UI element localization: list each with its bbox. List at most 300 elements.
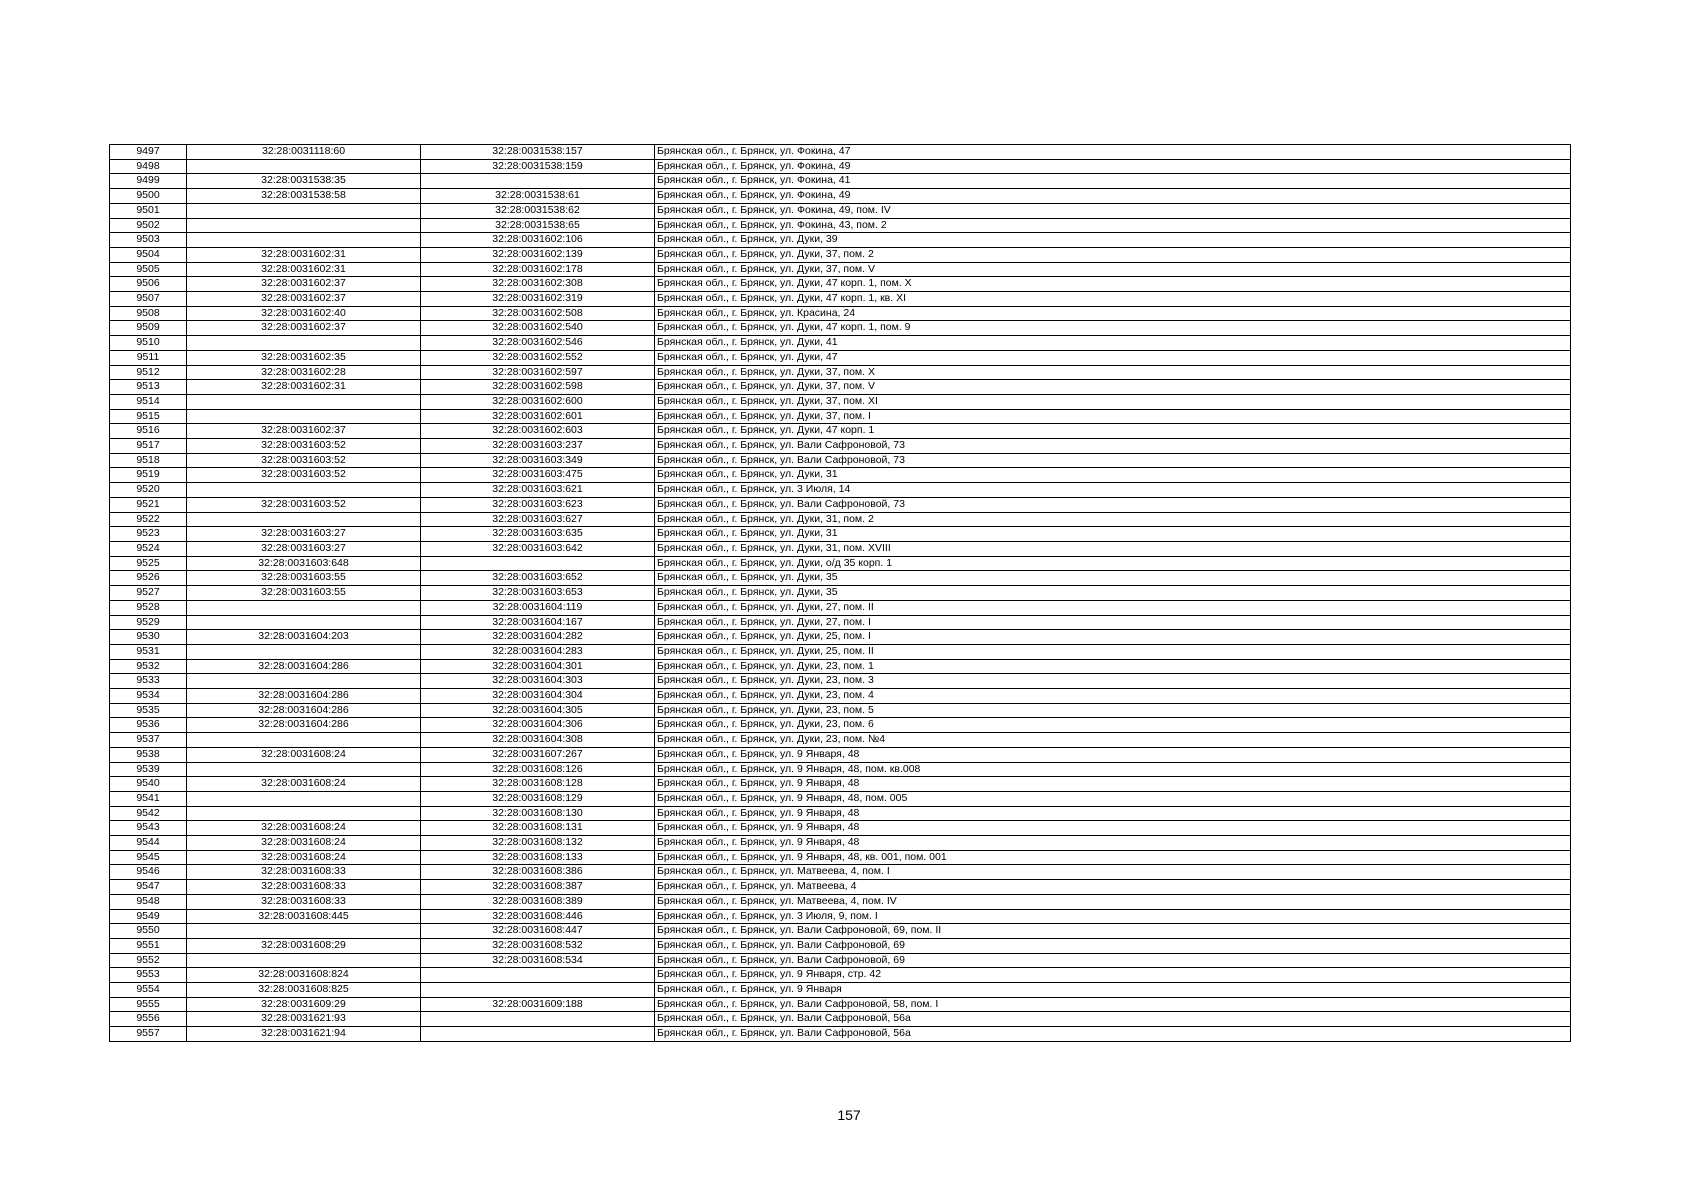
table-row [110, 468, 1571, 483]
table-row [110, 938, 1571, 953]
table-row [110, 983, 1571, 998]
land-cadastral-number-cell: 32:28:0031608:824 [187, 968, 421, 983]
object-cadastral-number-cell: 32:28:0031604:303 [421, 674, 655, 689]
row-number-cell: 9509 [110, 321, 187, 336]
address-cell: Брянская обл., г. Брянск, ул. Вали Сафроновой, 69, пом. II [655, 924, 1571, 939]
table-row [110, 336, 1571, 351]
row-number-cell: 9511 [110, 350, 187, 365]
table-row [110, 571, 1571, 586]
object-cadastral-number-cell: 32:28:0031604:282 [421, 630, 655, 645]
row-number-cell: 9549 [110, 909, 187, 924]
object-cadastral-number-cell: 32:28:0031608:131 [421, 821, 655, 836]
object-cadastral-number-cell: 32:28:0031602:540 [421, 321, 655, 336]
address-cell: Брянская обл., г. Брянск, ул. Вали Сафроновой, 73 [655, 497, 1571, 512]
row-number-cell: 9516 [110, 424, 187, 439]
table-row [110, 586, 1571, 601]
address-cell: Брянская обл., г. Брянск, ул. Дуки, 27, пом. I [655, 615, 1571, 630]
address-cell: Брянская обл., г. Брянск, ул. Дуки, 37, пом. V [655, 380, 1571, 395]
address-cell: Брянская обл., г. Брянск, ул. Дуки, 23, пом. 6 [655, 718, 1571, 733]
row-number-cell: 9545 [110, 850, 187, 865]
land-cadastral-number-cell: 32:28:0031608:33 [187, 865, 421, 880]
table-body [110, 145, 1571, 1042]
row-number-cell: 9517 [110, 439, 187, 454]
land-cadastral-number-cell [187, 159, 421, 174]
address-cell: Брянская обл., г. Брянск, ул. Дуки, 41 [655, 336, 1571, 351]
address-cell: Брянская обл., г. Брянск, ул. Вали Сафроновой, 73 [655, 439, 1571, 454]
object-cadastral-number-cell: 32:28:0031603:652 [421, 571, 655, 586]
row-number-cell: 9513 [110, 380, 187, 395]
address-cell: Брянская обл., г. Брянск, ул. Дуки, 23, пом. 1 [655, 659, 1571, 674]
table-row [110, 439, 1571, 454]
row-number-cell: 9502 [110, 218, 187, 233]
land-cadastral-number-cell: 32:28:0031603:52 [187, 468, 421, 483]
table-row [110, 306, 1571, 321]
object-cadastral-number-cell: 32:28:0031608:389 [421, 894, 655, 909]
address-cell: Брянская обл., г. Брянск, ул. Дуки, 37, пом. I [655, 409, 1571, 424]
land-cadastral-number-cell: 32:28:0031608:24 [187, 747, 421, 762]
object-cadastral-number-cell [421, 1012, 655, 1027]
land-cadastral-number-cell: 32:28:0031609:29 [187, 997, 421, 1012]
land-cadastral-number-cell: 32:28:0031603:55 [187, 571, 421, 586]
object-cadastral-number-cell [421, 174, 655, 189]
address-cell: Брянская обл., г. Брянск, ул. 9 Января, 48 [655, 836, 1571, 851]
table-row [110, 1012, 1571, 1027]
land-cadastral-number-cell: 32:28:0031602:40 [187, 306, 421, 321]
land-cadastral-number-cell: 32:28:0031604:286 [187, 689, 421, 704]
row-number-cell: 9541 [110, 791, 187, 806]
land-cadastral-number-cell [187, 512, 421, 527]
land-cadastral-number-cell [187, 615, 421, 630]
table-row [110, 762, 1571, 777]
table-row [110, 791, 1571, 806]
row-number-cell: 9530 [110, 630, 187, 645]
address-cell: Брянская обл., г. Брянск, ул. Дуки, 25, пом. II [655, 644, 1571, 659]
object-cadastral-number-cell: 32:28:0031604:301 [421, 659, 655, 674]
address-cell: Брянская обл., г. Брянск, ул. 9 Января [655, 983, 1571, 998]
object-cadastral-number-cell: 32:28:0031603:475 [421, 468, 655, 483]
address-cell: Брянская обл., г. Брянск, ул. 9 Января, 48, кв. 001, пом. 001 [655, 850, 1571, 865]
object-cadastral-number-cell: 32:28:0031602:597 [421, 365, 655, 380]
table-row [110, 836, 1571, 851]
row-number-cell: 9533 [110, 674, 187, 689]
table-row [110, 747, 1571, 762]
row-number-cell: 9529 [110, 615, 187, 630]
row-number-cell: 9501 [110, 203, 187, 218]
address-cell: Брянская обл., г. Брянск, ул. Фокина, 47 [655, 145, 1571, 160]
object-cadastral-number-cell: 32:28:0031603:349 [421, 453, 655, 468]
address-cell: Брянская обл., г. Брянск, ул. Дуки, 37, пом. X [655, 365, 1571, 380]
table-row [110, 953, 1571, 968]
row-number-cell: 9547 [110, 880, 187, 895]
table-row [110, 659, 1571, 674]
row-number-cell: 9531 [110, 644, 187, 659]
table-row [110, 527, 1571, 542]
land-cadastral-number-cell: 32:28:0031602:31 [187, 380, 421, 395]
row-number-cell: 9505 [110, 262, 187, 277]
address-cell: Брянская обл., г. Брянск, ул. Дуки, 23, пом. 4 [655, 689, 1571, 704]
address-cell: Брянская обл., г. Брянск, ул. Дуки, 25, пом. I [655, 630, 1571, 645]
land-cadastral-number-cell: 32:28:0031603:27 [187, 541, 421, 556]
table-row [110, 262, 1571, 277]
row-number-cell: 9552 [110, 953, 187, 968]
address-cell: Брянская обл., г. Брянск, ул. Вали Сафроновой, 58, пом. I [655, 997, 1571, 1012]
object-cadastral-number-cell: 32:28:0031602:308 [421, 277, 655, 292]
row-number-cell: 9510 [110, 336, 187, 351]
address-cell: Брянская обл., г. Брянск, ул. Дуки, 37, пом. XI [655, 394, 1571, 409]
address-cell: Брянская обл., г. Брянск, ул. Красина, 24 [655, 306, 1571, 321]
row-number-cell: 9535 [110, 703, 187, 718]
land-cadastral-number-cell [187, 336, 421, 351]
table-row [110, 997, 1571, 1012]
address-cell: Брянская обл., г. Брянск, ул. 9 Января, 48 [655, 747, 1571, 762]
table-row [110, 174, 1571, 189]
land-cadastral-number-cell [187, 409, 421, 424]
object-cadastral-number-cell: 32:28:0031608:126 [421, 762, 655, 777]
table-row [110, 689, 1571, 704]
row-number-cell: 9543 [110, 821, 187, 836]
object-cadastral-number-cell: 32:28:0031602:603 [421, 424, 655, 439]
row-number-cell: 9553 [110, 968, 187, 983]
row-number-cell: 9540 [110, 777, 187, 792]
land-cadastral-number-cell: 32:28:0031621:93 [187, 1012, 421, 1027]
object-cadastral-number-cell: 32:28:0031538:65 [421, 218, 655, 233]
table-row [110, 365, 1571, 380]
row-number-cell: 9528 [110, 600, 187, 615]
land-cadastral-number-cell: 32:28:0031608:24 [187, 777, 421, 792]
land-cadastral-number-cell: 32:28:0031602:37 [187, 424, 421, 439]
address-cell: Брянская обл., г. Брянск, ул. 3 Июля, 14 [655, 483, 1571, 498]
row-number-cell: 9537 [110, 733, 187, 748]
object-cadastral-number-cell: 32:28:0031603:623 [421, 497, 655, 512]
table-row [110, 806, 1571, 821]
object-cadastral-number-cell: 32:28:0031608:534 [421, 953, 655, 968]
row-number-cell: 9532 [110, 659, 187, 674]
row-number-cell: 9542 [110, 806, 187, 821]
table-row [110, 483, 1571, 498]
row-number-cell: 9522 [110, 512, 187, 527]
object-cadastral-number-cell: 32:28:0031604:283 [421, 644, 655, 659]
land-cadastral-number-cell: 32:28:0031603:52 [187, 439, 421, 454]
row-number-cell: 9518 [110, 453, 187, 468]
address-cell: Брянская обл., г. Брянск, ул. Вали Сафроновой, 69 [655, 953, 1571, 968]
object-cadastral-number-cell: 32:28:0031604:305 [421, 703, 655, 718]
object-cadastral-number-cell: 32:28:0031604:306 [421, 718, 655, 733]
object-cadastral-number-cell: 32:28:0031607:267 [421, 747, 655, 762]
land-cadastral-number-cell [187, 924, 421, 939]
land-cadastral-number-cell: 32:28:0031604:286 [187, 703, 421, 718]
row-number-cell: 9557 [110, 1027, 187, 1042]
table-row [110, 968, 1571, 983]
address-cell: Брянская обл., г. Брянск, ул. Дуки, 37, пом. V [655, 262, 1571, 277]
land-cadastral-number-cell [187, 644, 421, 659]
object-cadastral-number-cell: 32:28:0031609:188 [421, 997, 655, 1012]
address-cell: Брянская обл., г. Брянск, ул. Дуки, 23, пом. 3 [655, 674, 1571, 689]
land-cadastral-number-cell: 32:28:0031118:60 [187, 145, 421, 160]
object-cadastral-number-cell [421, 983, 655, 998]
address-cell: Брянская обл., г. Брянск, ул. Дуки, 31, пом. XVIII [655, 541, 1571, 556]
table-row [110, 630, 1571, 645]
land-cadastral-number-cell [187, 674, 421, 689]
row-number-cell: 9555 [110, 997, 187, 1012]
row-number-cell: 9548 [110, 894, 187, 909]
address-cell: Брянская обл., г. Брянск, ул. Вали Сафроновой, 56а [655, 1012, 1571, 1027]
land-cadastral-number-cell: 32:28:0031602:37 [187, 277, 421, 292]
object-cadastral-number-cell: 32:28:0031602:319 [421, 292, 655, 307]
row-number-cell: 9526 [110, 571, 187, 586]
table-row [110, 541, 1571, 556]
address-cell: Брянская обл., г. Брянск, ул. 9 Января, 48 [655, 806, 1571, 821]
land-cadastral-number-cell [187, 233, 421, 248]
address-cell: Брянская обл., г. Брянск, ул. Дуки, о/д 35 корп. 1 [655, 556, 1571, 571]
address-cell: Брянская обл., г. Брянск, ул. Дуки, 47 [655, 350, 1571, 365]
object-cadastral-number-cell: 32:28:0031603:653 [421, 586, 655, 601]
object-cadastral-number-cell: 32:28:0031603:627 [421, 512, 655, 527]
land-cadastral-number-cell [187, 762, 421, 777]
table-row [110, 850, 1571, 865]
land-cadastral-number-cell: 32:28:0031602:37 [187, 292, 421, 307]
row-number-cell: 9519 [110, 468, 187, 483]
land-cadastral-number-cell: 32:28:0031538:58 [187, 189, 421, 204]
land-cadastral-number-cell: 32:28:0031608:24 [187, 821, 421, 836]
address-cell: Брянская обл., г. Брянск, ул. Фокина, 43, пом. 2 [655, 218, 1571, 233]
address-cell: Брянская обл., г. Брянск, ул. Дуки, 35 [655, 586, 1571, 601]
land-cadastral-number-cell: 32:28:0031602:37 [187, 321, 421, 336]
table-row [110, 350, 1571, 365]
address-cell: Брянская обл., г. Брянск, ул. Вали Сафроновой, 73 [655, 453, 1571, 468]
address-cell: Брянская обл., г. Брянск, ул. Матвеева, 4 [655, 880, 1571, 895]
land-cadastral-number-cell: 32:28:0031538:35 [187, 174, 421, 189]
table-row [110, 497, 1571, 512]
object-cadastral-number-cell: 32:28:0031603:237 [421, 439, 655, 454]
table-row [110, 409, 1571, 424]
land-cadastral-number-cell: 32:28:0031602:28 [187, 365, 421, 380]
object-cadastral-number-cell: 32:28:0031604:308 [421, 733, 655, 748]
address-cell: Брянская обл., г. Брянск, ул. Матвеева, 4, пом. IV [655, 894, 1571, 909]
land-cadastral-number-cell [187, 218, 421, 233]
land-cadastral-number-cell [187, 394, 421, 409]
address-cell: Брянская обл., г. Брянск, ул. 9 Января, стр. 42 [655, 968, 1571, 983]
row-number-cell: 9546 [110, 865, 187, 880]
address-cell: Брянская обл., г. Брянск, ул. Дуки, 37, пом. 2 [655, 247, 1571, 262]
object-cadastral-number-cell: 32:28:0031608:128 [421, 777, 655, 792]
table-row [110, 644, 1571, 659]
object-cadastral-number-cell: 32:28:0031602:601 [421, 409, 655, 424]
table-row [110, 380, 1571, 395]
object-cadastral-number-cell: 32:28:0031608:132 [421, 836, 655, 851]
row-number-cell: 9503 [110, 233, 187, 248]
land-cadastral-number-cell: 32:28:0031602:35 [187, 350, 421, 365]
land-cadastral-number-cell: 32:28:0031604:286 [187, 659, 421, 674]
row-number-cell: 9536 [110, 718, 187, 733]
address-cell: Брянская обл., г. Брянск, ул. Вали Сафроновой, 56а [655, 1027, 1571, 1042]
land-cadastral-number-cell [187, 806, 421, 821]
row-number-cell: 9506 [110, 277, 187, 292]
land-cadastral-number-cell: 32:28:0031602:31 [187, 247, 421, 262]
table-row [110, 145, 1571, 160]
address-cell: Брянская обл., г. Брянск, ул. 9 Января, 48 [655, 777, 1571, 792]
address-cell: Брянская обл., г. Брянск, ул. Дуки, 47 корп. 1, пом. 9 [655, 321, 1571, 336]
object-cadastral-number-cell: 32:28:0031602:178 [421, 262, 655, 277]
object-cadastral-number-cell: 32:28:0031608:133 [421, 850, 655, 865]
object-cadastral-number-cell: 32:28:0031603:621 [421, 483, 655, 498]
row-number-cell: 9520 [110, 483, 187, 498]
row-number-cell: 9554 [110, 983, 187, 998]
page-number: 157 [837, 1107, 861, 1123]
row-number-cell: 9544 [110, 836, 187, 851]
land-cadastral-number-cell: 32:28:0031603:27 [187, 527, 421, 542]
row-number-cell: 9551 [110, 938, 187, 953]
table-row [110, 321, 1571, 336]
object-cadastral-number-cell: 32:28:0031538:61 [421, 189, 655, 204]
table-row [110, 865, 1571, 880]
land-cadastral-number-cell: 32:28:0031608:825 [187, 983, 421, 998]
object-cadastral-number-cell: 32:28:0031602:139 [421, 247, 655, 262]
table-row [110, 556, 1571, 571]
table-row [110, 203, 1571, 218]
land-cadastral-number-cell: 32:28:0031621:94 [187, 1027, 421, 1042]
address-cell: Брянская обл., г. Брянск, ул. Дуки, 47 корп. 1 [655, 424, 1571, 439]
address-cell: Брянская обл., г. Брянск, ул. Дуки, 39 [655, 233, 1571, 248]
land-cadastral-number-cell [187, 600, 421, 615]
row-number-cell: 9534 [110, 689, 187, 704]
table-row [110, 909, 1571, 924]
object-cadastral-number-cell: 32:28:0031604:167 [421, 615, 655, 630]
land-cadastral-number-cell: 32:28:0031603:55 [187, 586, 421, 601]
address-cell: Брянская обл., г. Брянск, ул. Дуки, 35 [655, 571, 1571, 586]
table-row [110, 453, 1571, 468]
table-row [110, 189, 1571, 204]
object-cadastral-number-cell: 32:28:0031602:508 [421, 306, 655, 321]
table-row [110, 615, 1571, 630]
row-number-cell: 9515 [110, 409, 187, 424]
object-cadastral-number-cell: 32:28:0031603:635 [421, 527, 655, 542]
address-cell: Брянская обл., г. Брянск, ул. Вали Сафроновой, 69 [655, 938, 1571, 953]
land-cadastral-number-cell: 32:28:0031602:31 [187, 262, 421, 277]
land-cadastral-number-cell: 32:28:0031604:286 [187, 718, 421, 733]
row-number-cell: 9512 [110, 365, 187, 380]
object-cadastral-number-cell [421, 968, 655, 983]
table-row [110, 718, 1571, 733]
object-cadastral-number-cell: 32:28:0031608:447 [421, 924, 655, 939]
table-row [110, 924, 1571, 939]
address-cell: Брянская обл., г. Брянск, ул. Матвеева, 4, пом. I [655, 865, 1571, 880]
object-cadastral-number-cell: 32:28:0031608:130 [421, 806, 655, 821]
table-row [110, 394, 1571, 409]
object-cadastral-number-cell: 32:28:0031608:129 [421, 791, 655, 806]
land-cadastral-number-cell: 32:28:0031603:52 [187, 497, 421, 512]
row-number-cell: 9539 [110, 762, 187, 777]
land-cadastral-number-cell: 32:28:0031608:29 [187, 938, 421, 953]
land-cadastral-number-cell: 32:28:0031603:52 [187, 453, 421, 468]
address-cell: Брянская обл., г. Брянск, ул. Дуки, 47 корп. 1, пом. X [655, 277, 1571, 292]
table-row [110, 424, 1571, 439]
table-row [110, 777, 1571, 792]
address-cell: Брянская обл., г. Брянск, ул. Дуки, 31 [655, 468, 1571, 483]
land-cadastral-number-cell [187, 953, 421, 968]
land-cadastral-number-cell: 32:28:0031608:24 [187, 850, 421, 865]
object-cadastral-number-cell: 32:28:0031603:642 [421, 541, 655, 556]
object-cadastral-number-cell: 32:28:0031608:386 [421, 865, 655, 880]
address-cell: Брянская обл., г. Брянск, ул. Фокина, 49 [655, 189, 1571, 204]
address-cell: Брянская обл., г. Брянск, ул. 9 Января, 48, пом. 005 [655, 791, 1571, 806]
land-cadastral-number-cell: 32:28:0031608:33 [187, 880, 421, 895]
land-cadastral-number-cell [187, 733, 421, 748]
row-number-cell: 9514 [110, 394, 187, 409]
row-number-cell: 9497 [110, 145, 187, 160]
table-row [110, 733, 1571, 748]
address-cell: Брянская обл., г. Брянск, ул. Фокина, 49 [655, 159, 1571, 174]
land-cadastral-number-cell [187, 203, 421, 218]
land-cadastral-number-cell [187, 791, 421, 806]
address-cell: Брянская обл., г. Брянск, ул. Фокина, 41 [655, 174, 1571, 189]
table-row [110, 894, 1571, 909]
address-cell: Брянская обл., г. Брянск, ул. Фокина, 49, пом. IV [655, 203, 1571, 218]
object-cadastral-number-cell: 32:28:0031602:552 [421, 350, 655, 365]
row-number-cell: 9538 [110, 747, 187, 762]
object-cadastral-number-cell [421, 1027, 655, 1042]
table-row [110, 512, 1571, 527]
object-cadastral-number-cell: 32:28:0031608:387 [421, 880, 655, 895]
table-row [110, 1027, 1571, 1042]
object-cadastral-number-cell [421, 556, 655, 571]
land-cadastral-number-cell: 32:28:0031608:445 [187, 909, 421, 924]
table-row [110, 233, 1571, 248]
address-cell: Брянская обл., г. Брянск, ул. 9 Января, 48 [655, 821, 1571, 836]
address-cell: Брянская обл., г. Брянск, ул. 9 Января, 48, пом. кв.008 [655, 762, 1571, 777]
address-cell: Брянская обл., г. Брянск, ул. Дуки, 31, пом. 2 [655, 512, 1571, 527]
table-row [110, 277, 1571, 292]
object-cadastral-number-cell: 32:28:0031538:62 [421, 203, 655, 218]
row-number-cell: 9550 [110, 924, 187, 939]
row-number-cell: 9499 [110, 174, 187, 189]
address-cell: Брянская обл., г. Брянск, ул. Дуки, 31 [655, 527, 1571, 542]
land-cadastral-number-cell: 32:28:0031604:203 [187, 630, 421, 645]
land-cadastral-number-cell: 32:28:0031608:33 [187, 894, 421, 909]
table-row [110, 159, 1571, 174]
table-row [110, 674, 1571, 689]
land-cadastral-number-cell: 32:28:0031608:24 [187, 836, 421, 851]
address-cell: Брянская обл., г. Брянск, ул. Дуки, 23, пом. №4 [655, 733, 1571, 748]
object-cadastral-number-cell: 32:28:0031538:159 [421, 159, 655, 174]
row-number-cell: 9507 [110, 292, 187, 307]
object-cadastral-number-cell: 32:28:0031538:157 [421, 145, 655, 160]
table-row [110, 218, 1571, 233]
address-cell: Брянская обл., г. Брянск, ул. Дуки, 27, пом. II [655, 600, 1571, 615]
table-row [110, 821, 1571, 836]
table-row [110, 600, 1571, 615]
row-number-cell: 9508 [110, 306, 187, 321]
row-number-cell: 9525 [110, 556, 187, 571]
address-cell: Брянская обл., г. Брянск, ул. Дуки, 47 корп. 1, кв. XI [655, 292, 1571, 307]
row-number-cell: 9527 [110, 586, 187, 601]
object-cadastral-number-cell: 32:28:0031602:106 [421, 233, 655, 248]
row-number-cell: 9521 [110, 497, 187, 512]
object-cadastral-number-cell: 32:28:0031602:598 [421, 380, 655, 395]
row-number-cell: 9500 [110, 189, 187, 204]
object-cadastral-number-cell: 32:28:0031604:304 [421, 689, 655, 704]
cadastral-table [109, 144, 1571, 1042]
address-cell: Брянская обл., г. Брянск, ул. Дуки, 23, пом. 5 [655, 703, 1571, 718]
row-number-cell: 9498 [110, 159, 187, 174]
object-cadastral-number-cell: 32:28:0031604:119 [421, 600, 655, 615]
table-row [110, 292, 1571, 307]
row-number-cell: 9523 [110, 527, 187, 542]
row-number-cell: 9524 [110, 541, 187, 556]
land-cadastral-number-cell [187, 483, 421, 498]
object-cadastral-number-cell: 32:28:0031608:532 [421, 938, 655, 953]
row-number-cell: 9556 [110, 1012, 187, 1027]
row-number-cell: 9504 [110, 247, 187, 262]
